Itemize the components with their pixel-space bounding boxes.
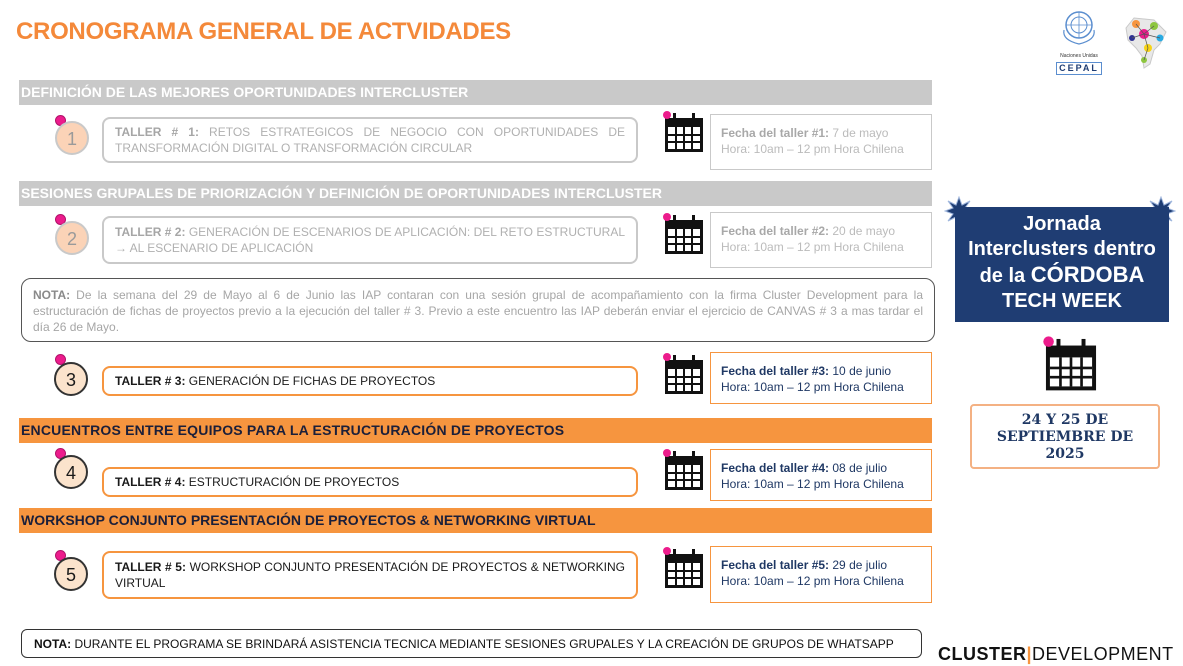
taller-title-bold: TALLER # 2:	[115, 225, 186, 239]
date-box-2	[710, 212, 932, 268]
calendar-icon	[662, 110, 706, 159]
hour-text: Hora: 10am – 12 pm Hora Chilena	[721, 574, 904, 588]
section-bar-encuentros	[19, 418, 932, 443]
un-emblem-icon	[1056, 8, 1102, 48]
event-dates-line3: 2025	[1045, 446, 1085, 462]
cluster-map-logo	[1114, 10, 1176, 72]
date-label: Fecha del taller #5:	[721, 558, 830, 572]
footer-logo-separator: |	[1026, 644, 1033, 664]
taller-box-4	[102, 467, 638, 497]
step-number-3: 3	[54, 362, 88, 396]
hour-text: Hora: 10am – 12 pm Hora Chilena	[721, 240, 904, 254]
date-value: 29 de julio	[829, 558, 888, 572]
hour-text: Hora: 10am – 12 pm Hora Chilena	[721, 380, 904, 394]
taller-title-bold: TALLER # 1:	[115, 125, 199, 139]
page-title: CRONOGRAMA GENERAL DE ACTVIDADES	[16, 18, 511, 45]
hour-text: Hora: 10am – 12 pm Hora Chilena	[721, 142, 904, 156]
note-text: DURANTE EL PROGRAMA SE BRINDARÁ ASISTENCIA TECNICA MEDIANTE SESIONES GRUPALES Y LA CREACIÓN DE GRUPOS DE WHATSAPP	[71, 637, 894, 651]
taller-title-text: WORKSHOP CONJUNTO PRESENTACIÓN DE PROYECTOS & NETWORKING VIRTUAL	[115, 560, 625, 590]
section-bar-sesiones: SESIONES GRUPALES DE PRIORIZACIÓN Y DEFINICIÓN DE OPORTUNIDADES INTERCLUSTER	[19, 181, 932, 206]
jornada-line1: Jornada	[1023, 213, 1101, 235]
taller-title-text: GENERACIÓN DE ESCENARIOS DE APLICACIÓN: DEL RETO ESTRUCTURAL → AL ESCENARIO DE APLICACIÓN	[115, 225, 625, 255]
cluster-development-logo	[938, 644, 1174, 665]
step-number-2: 2	[55, 221, 89, 255]
date-value: 20 de mayo	[829, 224, 896, 238]
section-bar-label: ENCUENTROS ENTRE EQUIPOS PARA LA ESTRUCTURACIÓN DE PROYECTOS	[21, 422, 565, 438]
calendar-icon	[662, 352, 706, 401]
calendar-icon	[662, 448, 706, 497]
jornada-line3-big: CÓRDOBA	[1030, 262, 1145, 287]
event-dates-line1: 24 Y 25 DE	[1021, 412, 1109, 428]
note-sesion-grupal	[21, 278, 935, 342]
date-box-3	[710, 352, 932, 404]
section-bar-workshop: WORKSHOP CONJUNTO PRESENTACIÓN DE PROYECTOS & NETWORKING VIRTUAL	[19, 508, 932, 533]
note-asistencia-tecnica	[21, 629, 922, 658]
step-number-4: 4	[54, 455, 88, 489]
date-box-4	[710, 449, 932, 501]
note-text: De la semana del 29 de Mayo al 6 de Junio las IAP contaran con una sesión grupal de acompañamiento con la firma Cluster Development para la estructuración de fichas de proyectos previo a la ejecución del taller # 3. Previo a este encuentro las IAP deberán enviar el ejercicio de CANVAS # 3 a mas tardar el día 26 de Mayo.	[33, 288, 923, 334]
event-dates-box	[970, 404, 1160, 469]
taller-title-bold: TALLER # 3:	[115, 374, 186, 388]
note-bold: NOTA:	[33, 288, 71, 302]
taller-box-3	[102, 366, 638, 396]
jornada-line3-pre: de la	[979, 265, 1031, 287]
taller-box-5	[102, 551, 638, 599]
jornada-line3	[955, 262, 1169, 289]
step-number-1: 1	[55, 121, 89, 155]
taller-box-2	[102, 216, 638, 264]
un-label: Naciones Unidas	[1060, 53, 1098, 59]
footer-logo-rest: DEVELOPMENT	[1032, 644, 1174, 664]
cepal-label: CEPAL	[1056, 62, 1102, 75]
date-value: 08 de julio	[829, 461, 888, 475]
date-box-5	[710, 546, 932, 603]
event-dates-line2: SEPTIEMBRE DE	[996, 429, 1134, 445]
jornada-line4: TECH WEEK	[1002, 290, 1122, 312]
taller-title-text: RETOS ESTRATEGICOS DE NEGOCIO CON OPORTUNIDADES DE TRANSFORMACIÓN DIGITAL O TRANSFORMACIÓN CIRCULAR	[115, 125, 625, 155]
taller-title-bold: TALLER # 5:	[115, 560, 186, 574]
step-number-5: 5	[54, 557, 88, 591]
network-map-icon	[1114, 10, 1176, 72]
date-label: Fecha del taller #3:	[721, 364, 830, 378]
note-bold: NOTA:	[34, 637, 72, 651]
taller-box-1	[102, 117, 638, 163]
taller-title-text: ESTRUCTURACIÓN DE PROYECTOS	[185, 475, 400, 489]
footer-logo-bold: CLUSTER	[938, 644, 1027, 664]
taller-title-bold: TALLER # 4:	[115, 475, 186, 489]
cepal-logo	[1056, 8, 1102, 72]
date-label: Fecha del taller #2:	[721, 224, 830, 238]
calendar-icon	[662, 546, 706, 595]
calendar-icon	[1042, 335, 1100, 398]
jornada-line2: Interclusters dentro	[968, 238, 1156, 260]
calendar-icon	[662, 212, 706, 261]
date-value: 7 de mayo	[829, 126, 889, 140]
hour-text: Hora: 10am – 12 pm Hora Chilena	[721, 477, 904, 491]
section-bar-definicion: DEFINICIÓN DE LAS MEJORES OPORTUNIDADES INTERCLUSTER	[19, 80, 932, 105]
date-label: Fecha del taller #4:	[721, 461, 830, 475]
taller-title-text: GENERACIÓN DE FICHAS DE PROYECTOS	[185, 374, 436, 388]
date-box-1	[710, 114, 932, 170]
date-label: Fecha del taller #1:	[721, 126, 830, 140]
date-value: 10 de junio	[829, 364, 892, 378]
jornada-banner	[955, 207, 1169, 322]
